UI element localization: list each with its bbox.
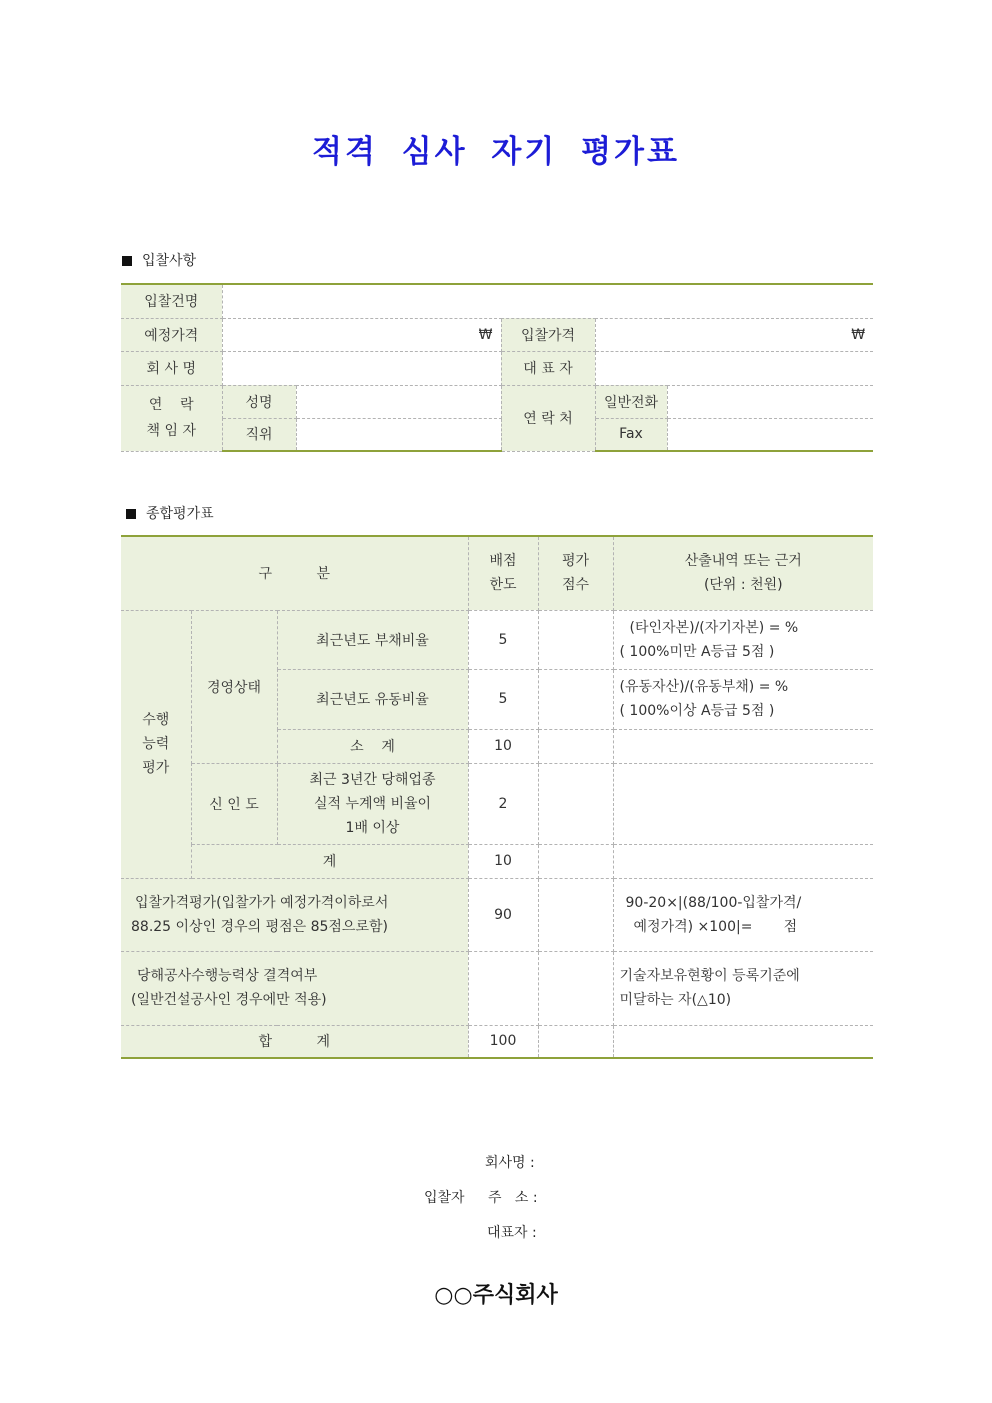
liq-basis-line1: (유동자산)/(유동부채) = % [619,679,789,695]
footer-representative-label: 대표자 : [487,1225,537,1241]
perf-label-line1: 수행 [142,712,170,728]
defect-line1: 당해공사수행능력상 결격여부 [137,968,318,984]
section-heading-evaluation [126,503,214,523]
disqualification-label [121,951,468,1025]
evaluation-table [121,535,873,1059]
bid-price-eval-max-score: 90 [468,878,538,951]
bid-name-label: 입찰건명 [121,284,222,318]
bid-info-table [121,283,873,452]
phone-field[interactable] [667,385,873,418]
won-sign: ₩ [851,326,866,343]
square-bullet-icon [126,509,136,519]
debt-ratio-max-score: 5 [468,610,538,669]
defect-basis-line1: 기술자보유현황이 등록기준에 [619,968,800,984]
debt-ratio-basis [613,610,873,669]
footer-bidder-label: 입찰자 [424,1190,465,1206]
phone-label: 일반전화 [595,385,667,418]
grand-total-basis [613,1025,873,1058]
position-field[interactable] [296,418,501,451]
table-row [121,1025,873,1058]
table-header-row [121,536,873,610]
bid-name-field[interactable] [222,284,873,318]
disqualification-eval-field[interactable] [538,951,613,1025]
header-max-score [468,536,538,610]
header-eval-score-line1: 평가 [561,553,590,570]
performance-eval-label [121,610,191,878]
management-status-label: 경영상태 [191,610,277,763]
section-heading-bid-info [122,250,196,270]
grand-total-eval-field[interactable] [538,1025,613,1058]
bid-price-eval-field[interactable] [538,878,613,951]
subtotal-label: 소 계 [277,729,468,763]
grand-total-label: 합 계 [121,1025,468,1058]
header-max-score-line2: 한도 [489,577,517,594]
liquidity-ratio-basis [613,669,873,729]
table-row [121,844,873,878]
contact-person-label-line2: 책 임 자 [146,423,196,439]
debt-ratio-label: 최근년도 부채비율 [277,610,468,669]
perf-label-line2: 능력 [142,736,170,752]
defect-basis-line2: 미달하는 자(△10) [619,992,732,1008]
defect-line2: (일반건설공사인 경우에만 적용) [131,992,327,1008]
header-eval-score [538,536,613,610]
subtotal-max-score: 10 [468,729,538,763]
representative-label: 대 표 자 [501,351,595,385]
representative-field[interactable] [595,351,873,385]
footer-company-label: 회사명 : [485,1155,535,1171]
table-row [121,351,873,385]
table-row [121,284,873,318]
liquidity-ratio-eval-field[interactable] [538,669,613,729]
liquidity-ratio-label: 최근년도 유동비율 [277,669,468,729]
header-max-score-line1: 배점 [489,553,517,570]
page-title: 적격 심사 자기 평가표 [312,134,680,170]
disqualification-max-score [468,951,538,1025]
company-name: ○○주식회사 [434,1283,558,1308]
credibility-max-score: 2 [468,763,538,844]
est-price-field[interactable] [222,318,501,351]
debt-ratio-eval-field[interactable] [538,610,613,669]
bid-price-eval-basis [613,878,873,951]
contact-person-label-line1: 연 락 [148,397,194,413]
trust-desc-line1: 최근 3년간 당해업종 [309,771,436,788]
fax-label: Fax [595,418,667,451]
bid-price-field[interactable] [595,318,873,351]
table-row [121,385,873,418]
bid-eval-line2: 88.25 이상인 경우의 평점은 85점으로함) [131,918,388,935]
total-max-score: 10 [468,844,538,878]
total-label: 계 [191,844,468,878]
table-row [121,610,873,669]
header-basis-line1: 산출내역 또는 근거 [684,553,802,570]
credibility-desc [277,763,468,844]
subtotal-basis [613,729,873,763]
table-row [121,763,873,844]
grand-total-max-score: 100 [468,1025,538,1058]
table-row [121,878,873,951]
bid-eval-line1: 입찰가격평가(입찰가가 예정가격이하로서 [135,894,389,911]
contact-label: 연 락 처 [501,385,595,451]
credibility-label: 신 인 도 [191,763,277,844]
perf-label-line3: 평가 [142,760,170,776]
total-eval-field[interactable] [538,844,613,878]
liquidity-ratio-max-score: 5 [468,669,538,729]
footer-address-label: 주 소 : [488,1190,538,1206]
bid-eval-basis-line1: 90-20×|(88/100-입찰가격/ [625,894,802,911]
contact-person-label [121,385,222,451]
table-row [121,418,873,451]
subtotal-eval-field[interactable] [538,729,613,763]
credibility-eval-field[interactable] [538,763,613,844]
header-eval-score-line2: 점수 [561,577,590,594]
liq-basis-line2: ( 100%이상 A등급 5점 ) [619,703,775,719]
trust-desc-line2: 실적 누계액 비율이 [313,795,432,812]
name-label: 성명 [222,385,296,418]
trust-desc-line3: 1배 이상 [345,819,400,836]
credibility-basis [613,763,873,844]
debt-basis-line2: ( 100%미만 A등급 5점 ) [619,643,775,660]
fax-field[interactable] [667,418,873,451]
section-heading-text: 종합평가표 [146,506,214,522]
disqualification-basis [613,951,873,1025]
header-basis [613,536,873,610]
won-sign: ₩ [478,326,493,343]
table-row [121,951,873,1025]
table-row [121,318,873,351]
header-category: 구 분 [121,536,468,610]
bid-price-label: 입찰가격 [501,318,595,351]
square-bullet-icon [122,256,132,266]
bid-price-eval-label [121,878,468,951]
section-heading-text: 입찰사항 [142,253,197,269]
header-basis-line2: (단위 : 천원) [703,577,783,594]
name-field[interactable] [296,385,501,418]
position-label: 직위 [222,418,296,451]
company-name-label: 회 사 명 [121,351,222,385]
est-price-label: 예정가격 [121,318,222,351]
bid-eval-basis-line2: 예정가격) ×100|= 점 [633,918,798,935]
company-name-field[interactable] [222,351,501,385]
debt-basis-line1: (타인자본)/(자기자본) = % [629,619,799,636]
total-basis [613,844,873,878]
